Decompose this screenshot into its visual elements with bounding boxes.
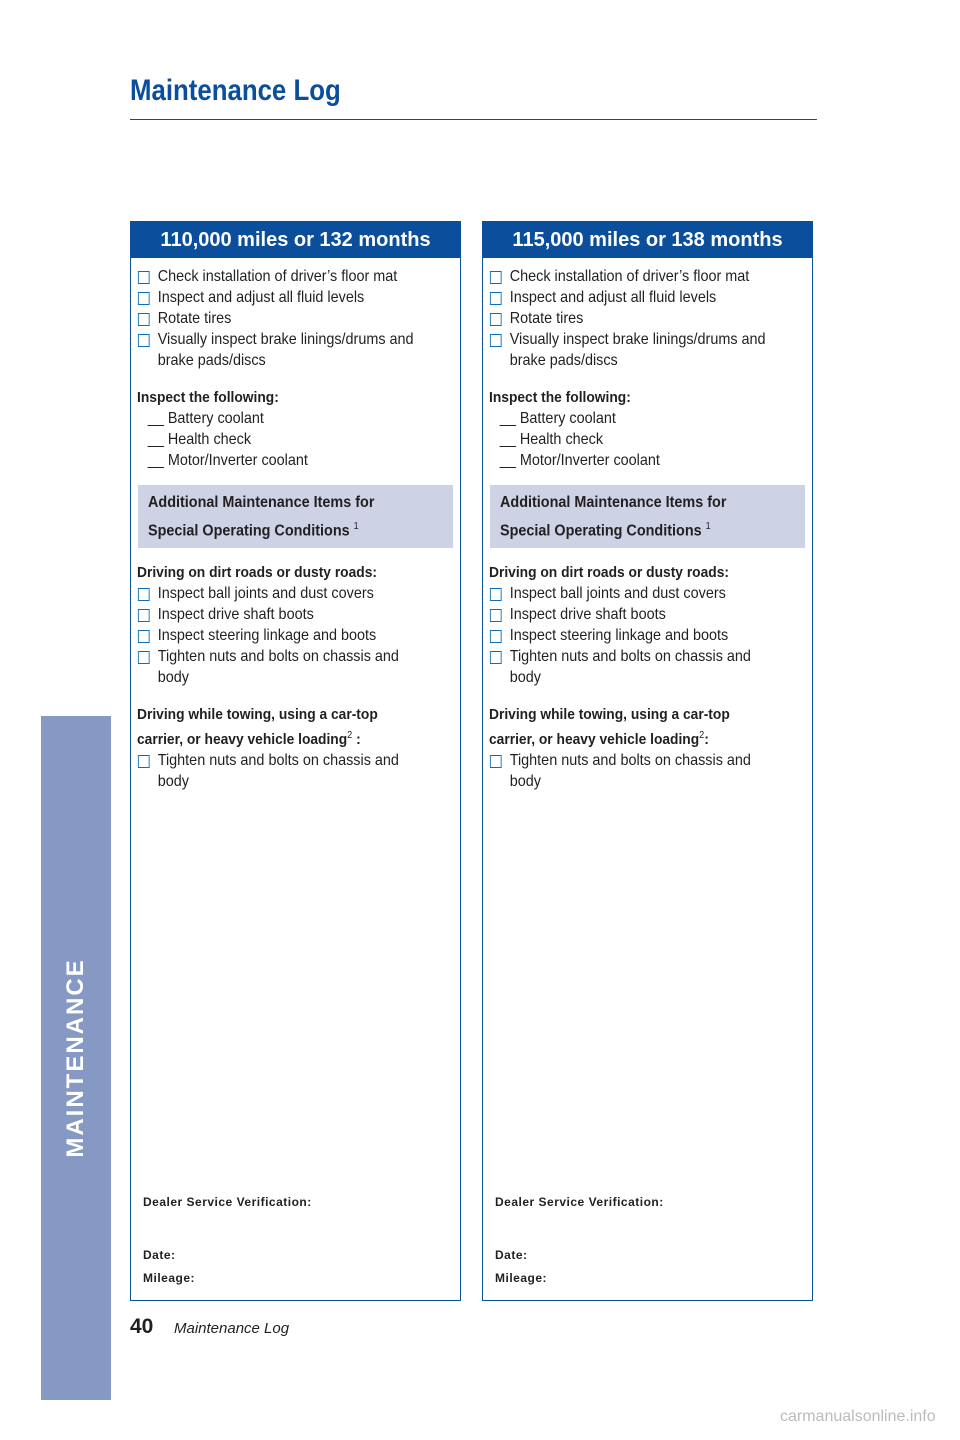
checklist-item[interactable]: Tighten nuts and bolts on chassis and body	[137, 750, 422, 792]
title-divider	[130, 119, 817, 120]
checkbox-icon[interactable]	[490, 292, 502, 305]
checklist-item[interactable]: Visually inspect brake linings/drums and brake pads/discs	[489, 329, 774, 371]
date-label: Date:	[143, 1248, 176, 1262]
towing-heading: Driving while towing, using a car-top carrier, or heavy vehicle loading$^2$ :	[137, 706, 378, 749]
inspect-item: __ Health check	[147, 431, 252, 448]
watermark: carmanualsonline.info	[780, 1408, 936, 1425]
checklist-item[interactable]: Visually inspect brake linings/drums and brake pads/discs	[137, 329, 422, 371]
inspect-item: __ Motor/Inverter coolant	[499, 452, 660, 469]
dirt-roads-heading: Driving on dirt roads or dusty roads:	[137, 564, 377, 582]
checklist-item[interactable]: Inspect ball joints and dust covers	[137, 583, 422, 604]
additional-items-box: Additional Maintenance Items for Special Operating Conditions $^1$	[138, 485, 453, 548]
checkbox-icon[interactable]	[138, 651, 150, 664]
checklist-item[interactable]: Inspect ball joints and dust covers	[489, 583, 774, 604]
footer-section-title: Maintenance Log	[174, 1320, 290, 1337]
mileage-label: Mileage:	[495, 1271, 548, 1285]
checkbox-icon[interactable]	[490, 313, 502, 326]
checkbox-icon[interactable]	[490, 271, 502, 284]
inspect-item: __ Health check	[499, 431, 604, 448]
checklist-item[interactable]: Check installation of driver’s floor mat	[489, 266, 774, 287]
checkbox-icon[interactable]	[490, 755, 502, 768]
dirt-roads-heading: Driving on dirt roads or dusty roads:	[489, 564, 729, 582]
section-side-tab-label: MAINTENANCE	[62, 958, 89, 1158]
checklist-item[interactable]: Tighten nuts and bolts on chassis and body	[137, 646, 422, 688]
column-header: 110,000 miles or 132 months	[131, 222, 460, 258]
service-column-110k	[130, 221, 461, 1301]
checkbox-icon[interactable]	[138, 588, 150, 601]
mileage-label: Mileage:	[143, 1271, 196, 1285]
checklist-item[interactable]: Inspect drive shaft boots	[489, 604, 774, 625]
checkbox-icon[interactable]	[138, 755, 150, 768]
page-title: Maintenance Log	[130, 74, 341, 107]
checkbox-icon[interactable]	[490, 630, 502, 643]
checklist-item[interactable]: Rotate tires	[137, 308, 422, 329]
checklist-item[interactable]: Tighten nuts and bolts on chassis and body	[489, 646, 774, 688]
checklist-item[interactable]: Check installation of driver’s floor mat	[137, 266, 422, 287]
additional-items-box: Additional Maintenance Items for Special Operating Conditions $^1$	[490, 485, 805, 548]
inspect-heading: Inspect the following:	[489, 389, 631, 406]
checkbox-icon[interactable]	[138, 313, 150, 326]
checkbox-icon[interactable]	[138, 334, 150, 347]
page-number: 40	[130, 1315, 154, 1338]
checklist-item[interactable]: Rotate tires	[489, 308, 774, 329]
checklist-item[interactable]: Inspect steering linkage and boots	[489, 625, 774, 646]
inspect-item: __ Battery coolant	[147, 410, 264, 427]
dealer-verification-label: Dealer Service Verification:	[495, 1195, 664, 1209]
towing-heading: Driving while towing, using a car-top carrier, or heavy vehicle loading$^2$:	[489, 706, 730, 749]
checklist-item[interactable]: Inspect and adjust all fluid levels	[137, 287, 422, 308]
column-header: 115,000 miles or 138 months	[483, 222, 812, 258]
checkbox-icon[interactable]	[490, 334, 502, 347]
checklist-item[interactable]: Tighten nuts and bolts on chassis and body	[489, 750, 774, 792]
checklist-item[interactable]: Inspect steering linkage and boots	[137, 625, 422, 646]
checklist-item[interactable]: Inspect and adjust all fluid levels	[489, 287, 774, 308]
inspect-heading: Inspect the following:	[137, 389, 279, 406]
inspect-item: __ Motor/Inverter coolant	[147, 452, 308, 469]
checkbox-icon[interactable]	[490, 651, 502, 664]
checkbox-icon[interactable]	[490, 609, 502, 622]
checkbox-icon[interactable]	[138, 271, 150, 284]
checkbox-icon[interactable]	[490, 588, 502, 601]
dealer-verification-label: Dealer Service Verification:	[143, 1195, 312, 1209]
date-label: Date:	[495, 1248, 528, 1262]
service-column-115k	[482, 221, 813, 1301]
checkbox-icon[interactable]	[138, 292, 150, 305]
checkbox-icon[interactable]	[138, 630, 150, 643]
checkbox-icon[interactable]	[138, 609, 150, 622]
checklist-item[interactable]: Inspect drive shaft boots	[137, 604, 422, 625]
inspect-item: __ Battery coolant	[499, 410, 616, 427]
